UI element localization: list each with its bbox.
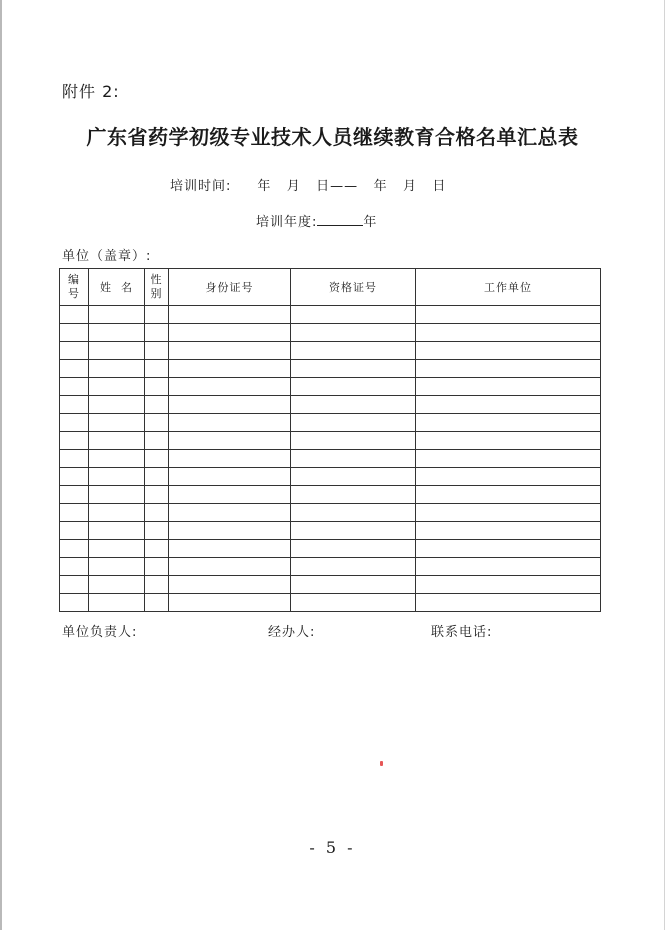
header-number: 编 号 xyxy=(60,269,89,306)
table-row xyxy=(60,324,601,342)
cell-work-unit[interactable] xyxy=(416,504,601,522)
cell-work-unit[interactable] xyxy=(416,414,601,432)
cell-gender[interactable] xyxy=(145,594,169,612)
document-title: 广东省药学初级专业技术人员继续教育合格名单汇总表 xyxy=(86,125,579,149)
cell-gender[interactable] xyxy=(145,378,169,396)
cell-name[interactable] xyxy=(89,324,145,342)
cell-name[interactable] xyxy=(89,396,145,414)
cell-number[interactable] xyxy=(60,522,89,540)
header-qualification-number: 资格证号 xyxy=(291,269,416,306)
cell-id-number[interactable] xyxy=(169,432,291,450)
cell-gender[interactable] xyxy=(145,324,169,342)
cell-work-unit[interactable] xyxy=(416,432,601,450)
cell-qualification-number[interactable] xyxy=(291,450,416,468)
training-time-line xyxy=(170,175,446,194)
unit-head-label: 单位负责人: xyxy=(62,625,138,640)
cell-qualification-number[interactable] xyxy=(291,558,416,576)
cell-gender[interactable] xyxy=(145,504,169,522)
cell-gender[interactable] xyxy=(145,360,169,378)
cell-id-number[interactable] xyxy=(169,540,291,558)
red-ink-mark xyxy=(380,761,383,766)
cell-qualification-number[interactable] xyxy=(291,324,416,342)
cell-qualification-number[interactable] xyxy=(291,306,416,324)
cell-qualification-number[interactable] xyxy=(291,576,416,594)
cell-id-number[interactable] xyxy=(169,522,291,540)
table-row xyxy=(60,396,601,414)
cell-work-unit[interactable] xyxy=(416,522,601,540)
cell-id-number[interactable] xyxy=(169,396,291,414)
training-year-label: 培训年度: xyxy=(256,215,318,230)
cell-qualification-number[interactable] xyxy=(291,486,416,504)
cell-qualification-number[interactable] xyxy=(291,594,416,612)
cell-number[interactable] xyxy=(60,540,89,558)
cell-work-unit[interactable] xyxy=(416,468,601,486)
cell-gender[interactable] xyxy=(145,468,169,486)
cell-name[interactable] xyxy=(89,468,145,486)
cell-name[interactable] xyxy=(89,360,145,378)
cell-number[interactable] xyxy=(60,324,89,342)
cell-number[interactable] xyxy=(60,450,89,468)
cell-id-number[interactable] xyxy=(169,360,291,378)
cell-gender[interactable] xyxy=(145,396,169,414)
cell-id-number[interactable] xyxy=(169,504,291,522)
training-year-suffix: 年 xyxy=(363,215,378,230)
cell-name[interactable] xyxy=(89,486,145,504)
cell-qualification-number[interactable] xyxy=(291,540,416,558)
cell-name[interactable] xyxy=(89,342,145,360)
cell-work-unit[interactable] xyxy=(416,306,601,324)
cell-id-number[interactable] xyxy=(169,324,291,342)
cell-gender[interactable] xyxy=(145,432,169,450)
phone-label: 联系电话: xyxy=(431,625,493,640)
cell-name[interactable] xyxy=(89,378,145,396)
cell-name[interactable] xyxy=(89,450,145,468)
table-row xyxy=(60,306,601,324)
cell-id-number[interactable] xyxy=(169,558,291,576)
cell-number[interactable] xyxy=(60,342,89,360)
cell-number[interactable] xyxy=(60,486,89,504)
cell-name[interactable] xyxy=(89,540,145,558)
training-time-value: 年 月 日—— 年 月 日 xyxy=(257,179,447,194)
handler-label: 经办人: xyxy=(268,625,316,640)
cell-number[interactable] xyxy=(60,378,89,396)
table-row xyxy=(60,558,601,576)
table-row xyxy=(60,594,601,612)
cell-qualification-number[interactable] xyxy=(291,432,416,450)
cell-work-unit[interactable] xyxy=(416,486,601,504)
cell-id-number[interactable] xyxy=(169,378,291,396)
roster-table xyxy=(59,268,601,612)
training-time-label: 培训时间: xyxy=(170,179,232,194)
cell-work-unit[interactable] xyxy=(416,594,601,612)
header-id-number: 身份证号 xyxy=(169,269,291,306)
table-header-row xyxy=(60,269,601,306)
cell-name[interactable] xyxy=(89,558,145,576)
cell-work-unit[interactable] xyxy=(416,576,601,594)
cell-number[interactable] xyxy=(60,576,89,594)
cell-number[interactable] xyxy=(60,306,89,324)
cell-qualification-number[interactable] xyxy=(291,342,416,360)
table-row xyxy=(60,342,601,360)
cell-number[interactable] xyxy=(60,594,89,612)
table-row xyxy=(60,504,601,522)
cell-id-number[interactable] xyxy=(169,342,291,360)
cell-work-unit[interactable] xyxy=(416,378,601,396)
training-year-blank xyxy=(317,213,363,226)
cell-work-unit[interactable] xyxy=(416,324,601,342)
cell-gender[interactable] xyxy=(145,576,169,594)
table-row xyxy=(60,576,601,594)
cell-qualification-number[interactable] xyxy=(291,360,416,378)
cell-number[interactable] xyxy=(60,360,89,378)
cell-name[interactable] xyxy=(89,432,145,450)
table-row xyxy=(60,468,601,486)
cell-gender[interactable] xyxy=(145,414,169,432)
cell-work-unit[interactable] xyxy=(416,342,601,360)
cell-id-number[interactable] xyxy=(169,486,291,504)
cell-gender[interactable] xyxy=(145,540,169,558)
cell-qualification-number[interactable] xyxy=(291,378,416,396)
training-year-line xyxy=(256,211,377,230)
table-row xyxy=(60,360,601,378)
cell-number[interactable] xyxy=(60,468,89,486)
cell-id-number[interactable] xyxy=(169,450,291,468)
header-work-unit: 工作单位 xyxy=(416,269,601,306)
table-row xyxy=(60,450,601,468)
cell-qualification-number[interactable] xyxy=(291,468,416,486)
cell-id-number[interactable] xyxy=(169,594,291,612)
cell-name[interactable] xyxy=(89,414,145,432)
header-name: 姓 名 xyxy=(89,269,145,306)
cell-id-number[interactable] xyxy=(169,576,291,594)
cell-number[interactable] xyxy=(60,504,89,522)
table-row xyxy=(60,522,601,540)
cell-number[interactable] xyxy=(60,432,89,450)
cell-name[interactable] xyxy=(89,522,145,540)
cell-name[interactable] xyxy=(89,306,145,324)
cell-number[interactable] xyxy=(60,414,89,432)
cell-number[interactable] xyxy=(60,558,89,576)
cell-gender[interactable] xyxy=(145,342,169,360)
table-row xyxy=(60,540,601,558)
table-row xyxy=(60,414,601,432)
table-row xyxy=(60,486,601,504)
table-row xyxy=(60,378,601,396)
page-number: - 5 - xyxy=(309,838,356,857)
cell-gender[interactable] xyxy=(145,306,169,324)
cell-name[interactable] xyxy=(89,504,145,522)
roster-body xyxy=(60,306,601,612)
cell-work-unit[interactable] xyxy=(416,450,601,468)
cell-qualification-number[interactable] xyxy=(291,504,416,522)
cell-work-unit[interactable] xyxy=(416,396,601,414)
cell-name[interactable] xyxy=(89,576,145,594)
cell-work-unit[interactable] xyxy=(416,360,601,378)
cell-work-unit[interactable] xyxy=(416,540,601,558)
cell-gender[interactable] xyxy=(145,450,169,468)
cell-gender[interactable] xyxy=(145,486,169,504)
cell-number[interactable] xyxy=(60,396,89,414)
cell-id-number[interactable] xyxy=(169,306,291,324)
cell-qualification-number[interactable] xyxy=(291,414,416,432)
unit-seal-label: 单位（盖章）: xyxy=(62,249,152,264)
attachment-label: 附件 2: xyxy=(62,82,120,101)
cell-work-unit[interactable] xyxy=(416,558,601,576)
cell-id-number[interactable] xyxy=(169,468,291,486)
header-gender: 性 别 xyxy=(145,269,169,306)
cell-id-number[interactable] xyxy=(169,414,291,432)
table-row xyxy=(60,432,601,450)
cell-gender[interactable] xyxy=(145,522,169,540)
cell-qualification-number[interactable] xyxy=(291,396,416,414)
cell-qualification-number[interactable] xyxy=(291,522,416,540)
cell-name[interactable] xyxy=(89,594,145,612)
cell-gender[interactable] xyxy=(145,558,169,576)
